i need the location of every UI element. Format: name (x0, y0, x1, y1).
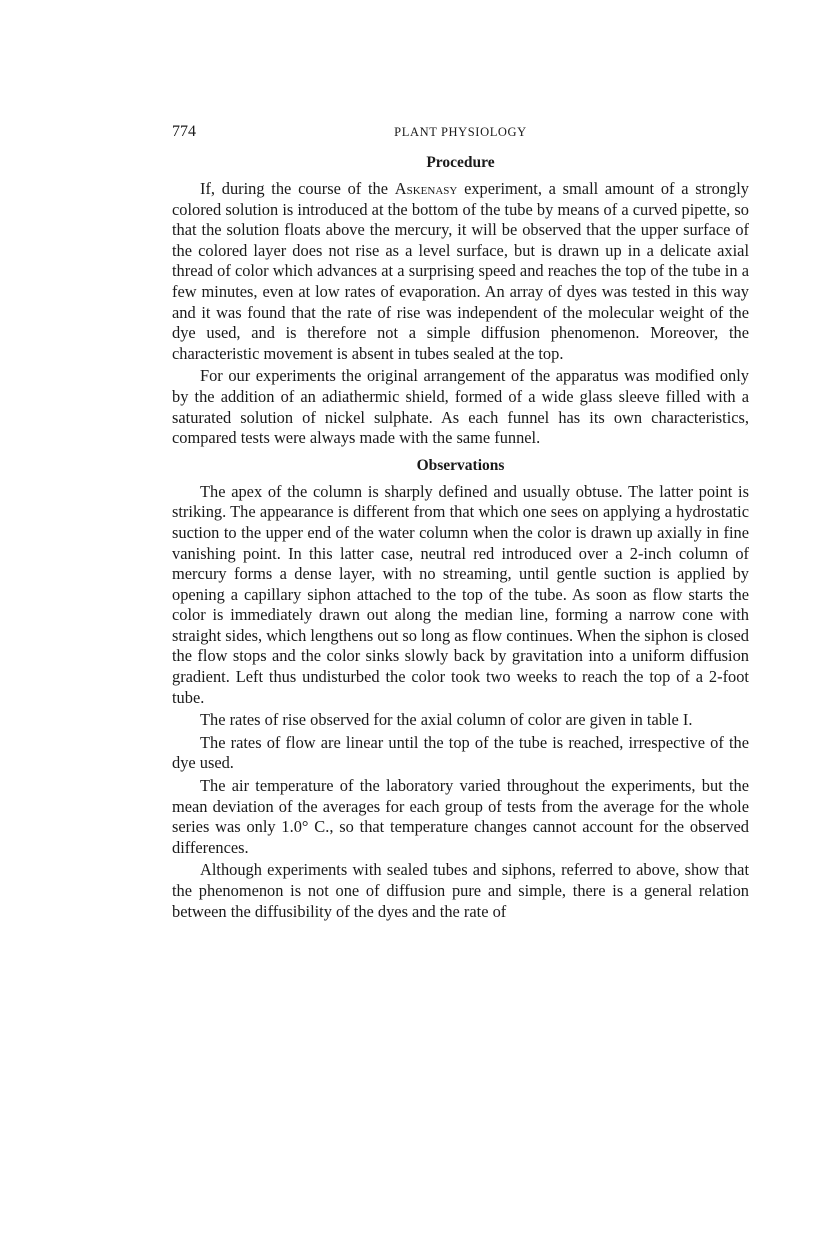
procedure-heading: Procedure (426, 154, 495, 171)
askenasy-name: Askenasy (394, 179, 458, 198)
procedure-paragraph-1 (172, 179, 749, 364)
observations-paragraph-1: The apex of the column is sharply defined and usually obtuse. The latter point is striking. The appearance is different from that which one sees on applying a hydrostatic suction to the upper end of the water column when the color is drawn up axially in fine vanishing point. In this latter case, neutral red introduced over a 2-inch column of mercury forms a dense layer, with no streaming, until gentle suction is applied by opening a capillary siphon attached to the top of the tube. As soon as flow starts the color is immediately drawn out along the median line, forming a narrow cone with straight sides, which lengthens out so long as flow continues. When the siphon is closed the flow stops and the color sinks slowly back by gravitation into a uniform diffusion gradient. Left thus undisturbed the color took two weeks to reach the top of a 2-foot tube. (172, 481, 749, 707)
observations-paragraph-5: Although experiments with sealed tubes and siphons, referred to above, show that the phenomenon is not one of diffusion pure and simple, there is a general relation between the diffusibility of the dyes and the rate of (172, 860, 749, 921)
journal-title: PLANT PHYSIOLOGY (394, 125, 527, 139)
page (172, 123, 749, 924)
procedure-p1-text-rest: experiment, a small amount of a strongly colored solution is introduced at the bottom of the tube by means of a curved pipette, so that the solution floats above the mercury, it will be observed that the upper surface of the colored layer does not rise as a level surface, but is drawn up in a delicate axial thread of color which advances at a surprising speed and reaches the top of the tube in a few minutes, even at low rates of evaporation. An array of dyes was tested in this way and it was found that the rate of rise was independent of the molecular weight of the dye used, and is therefore not a simple diffusion phenomenon. Moreover, the characteristic movement is absent in tubes sealed at the top. (172, 179, 749, 363)
observations-paragraph-3: The rates of flow are linear until the top of the tube is reached, irrespective of the dye used. (172, 732, 749, 773)
procedure-p1-text-start: If, during the course of the (200, 179, 395, 198)
observations-heading: Observations (416, 456, 505, 474)
procedure-paragraph-2: For our experiments the original arrangement of the apparatus was modified only by the addition of an adiathermic shield, formed of a wide glass sleeve filled with a saturated solution of nickel sulphate. As each funnel has its own characteristics, compared tests were always made with the same funnel. (172, 366, 749, 448)
page-number: 774 (172, 123, 196, 140)
running-head (172, 123, 749, 147)
observations-paragraph-2: The rates of rise observed for the axial column of color are given in table I. (200, 710, 693, 730)
observations-paragraph-4: The air temperature of the laboratory varied throughout the experiments, but the mean deviation of the averages for each group of tests from the average for the whole series was only 1.0° C., so that temperature changes cannot account for the observed differences. (172, 776, 749, 857)
